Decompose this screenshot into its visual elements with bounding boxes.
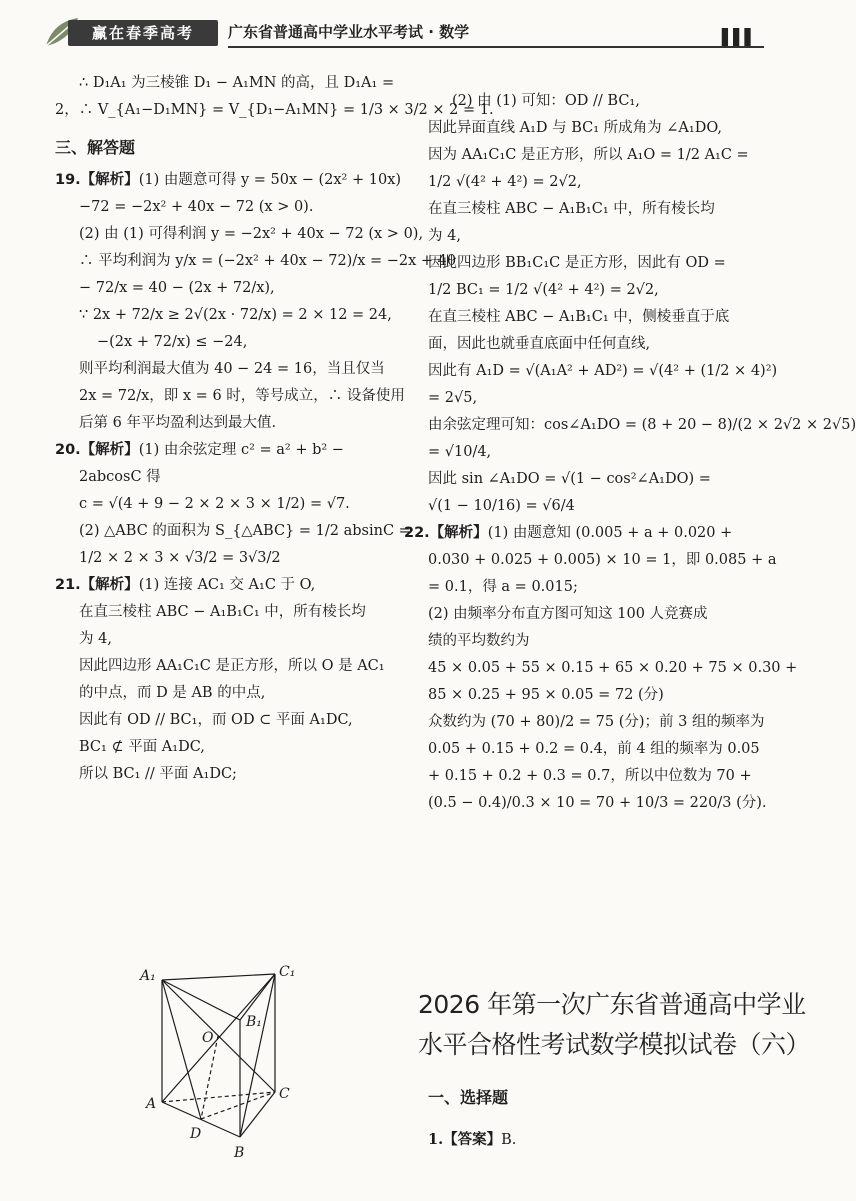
label-a1: A₁ bbox=[140, 968, 156, 984]
text-line: 在直三棱柱 ABC − A₁B₁C₁ 中，侧棱垂直于底 bbox=[428, 309, 730, 325]
seg-a1-d bbox=[162, 980, 201, 1119]
label-c: C bbox=[279, 1086, 290, 1102]
edge-a1-b1 bbox=[162, 980, 240, 1020]
text-line: (2) 由频率分布直方图可知这 100 人竞赛成 bbox=[428, 606, 708, 622]
q1-line bbox=[428, 1128, 516, 1149]
text-line: 为 4, bbox=[428, 228, 461, 244]
text-line: ∴ D₁A₁ 为三棱锥 D₁ − A₁MN 的高，且 D₁A₁ = bbox=[79, 75, 395, 91]
page-header bbox=[0, 0, 800, 60]
text-line: c = √(4 + 9 − 2 × 2 × 3 × 1/2) = √7. bbox=[79, 496, 350, 512]
text-line: √(1 − 10/16) = √6/4 bbox=[428, 498, 575, 514]
header-rule bbox=[228, 46, 764, 48]
diag-b-c1 bbox=[240, 974, 275, 1137]
text-line: 则平均利润最大值为 40 − 24 = 16，当且仅当 bbox=[79, 361, 385, 377]
q19-line bbox=[55, 167, 400, 194]
text-line: 众数约为 (70 + 80)/2 = 75 (分)；前 3 组的频率为 bbox=[428, 714, 765, 730]
exam-title-line2: 水平合格性考试数学模拟试卷（六） bbox=[418, 1030, 811, 1059]
header-title: 广东省普通高中学业水平考试 · 数学 bbox=[228, 23, 470, 41]
text-line: ∴ 平均利润为 y/x = (−2x² + 40x − 72)/x = −2x + 40 bbox=[79, 253, 457, 269]
text-line: 为 4, bbox=[79, 631, 112, 647]
text-line: 1/2 × 2 × 3 × √3/2 = 3√3/2 bbox=[79, 550, 281, 566]
section-heading: 一、选择题 bbox=[428, 1088, 509, 1107]
text-line: 绩的平均数约为 bbox=[428, 633, 530, 649]
text-line: 在直三棱柱 ABC − A₁B₁C₁ 中，所有棱长均 bbox=[428, 201, 715, 217]
q21-line bbox=[55, 572, 400, 599]
text-line: 45 × 0.05 + 55 × 0.15 + 65 × 0.20 + 75 × 0.30 + bbox=[428, 660, 798, 676]
text-line: 0.030 + 0.025 + 0.005) × 10 = 1，即 0.085 + a bbox=[428, 552, 777, 568]
label-o: O bbox=[202, 1030, 214, 1046]
text-line: (1) 由题意可得 y = 50x − (2x² + 10x) bbox=[138, 172, 402, 188]
q20-tag: 20.【解析】 bbox=[55, 442, 139, 458]
text-line: ∵ 2x + 72/x ≥ 2√(2x · 72/x) = 2 × 12 = 24, bbox=[79, 307, 392, 323]
text-line: 由余弦定理可知：cos∠A₁DO = (8 + 20 − 8)/(2 × 2√2 × 2√5) bbox=[428, 417, 856, 433]
text-line: − 72/x = 40 − (2x + 72/x), bbox=[79, 280, 275, 296]
text-line: −72 = −2x² + 40x − 72 (x > 0). bbox=[79, 199, 314, 215]
text-line: = 0.1，得 a = 0.015; bbox=[428, 579, 578, 595]
exam-title-line1: 2026 年第一次广东省普通高中学业 bbox=[418, 990, 806, 1019]
section-heading: 三、解答题 bbox=[55, 138, 136, 157]
text-line: 2，∴ V_{A₁−D₁MN} = V_{D₁−A₁MN} = 1/3 × 3/2 × 2 = 1. bbox=[55, 102, 494, 118]
text-line: 1/2 √(4² + 4²) = 2√2, bbox=[428, 174, 582, 190]
q22-tag: 22.【解析】 bbox=[404, 525, 488, 541]
text-line: 因此 sin ∠A₁DO = √(1 − cos²∠A₁DO) = bbox=[428, 471, 711, 487]
diag-a-c1 bbox=[162, 974, 275, 1102]
text-line: 因此异面直线 A₁D 与 BC₁ 所成角为 ∠A₁DO, bbox=[428, 120, 722, 136]
header-ticks-icon: ▌▌▌ bbox=[722, 28, 756, 47]
text-line: 1/2 BC₁ = 1/2 √(4² + 4²) = 2√2, bbox=[428, 282, 659, 298]
text-line: (1) 由余弦定理 c² = a² + b² − bbox=[138, 442, 344, 458]
text-line: (1) 由题意知 (0.005 + a + 0.020 + bbox=[487, 525, 733, 541]
text-line: (0.5 − 0.4)/0.3 × 10 = 70 + 10/3 = 220/3 (分). bbox=[428, 795, 767, 811]
text-line: 2abcosC 得 bbox=[79, 469, 161, 485]
label-c1: C₁ bbox=[279, 964, 296, 980]
label-b: B bbox=[234, 1145, 245, 1161]
q1-answer: B. bbox=[501, 1132, 517, 1148]
label-d: D bbox=[190, 1126, 202, 1142]
text-line: 2x = 72/x，即 x = 6 时，等号成立，∴ 设备使用 bbox=[79, 388, 405, 404]
text-line: 因为 AA₁C₁C 是正方形，所以 A₁O = 1/2 A₁C = bbox=[428, 147, 749, 163]
exam-title bbox=[418, 985, 811, 1065]
prism-diagram bbox=[140, 962, 310, 1162]
text-line: (2) 由 (1) 可得利润 y = −2x² + 40x − 72 (x > 0), bbox=[79, 226, 424, 242]
q19-tag: 19.【解析】 bbox=[55, 172, 139, 188]
text-line: 的中点，而 D 是 AB 的中点, bbox=[79, 685, 266, 701]
text-line: 85 × 0.25 + 95 × 0.05 = 72 (分) bbox=[428, 687, 664, 703]
text-line: 因此有 A₁D = √(A₁A² + AD²) = √(4² + (1/2 × 4)²) bbox=[428, 363, 778, 379]
text-line: (2) 由 (1) 可知：OD // BC₁, bbox=[452, 93, 640, 109]
text-line: (2) △ABC 的面积为 S_{△ABC} = 1/2 absinC = bbox=[79, 523, 411, 539]
q20-line bbox=[55, 437, 400, 464]
edge-a1-c1 bbox=[162, 974, 275, 980]
text-line: 后第 6 年平均盈利达到最大值. bbox=[79, 415, 277, 431]
q1-number: 1. bbox=[428, 1131, 444, 1148]
text-line: 面，因此也就垂直底面中任何直线, bbox=[428, 336, 651, 352]
text-line: −(2x + 72/x) ≤ −24, bbox=[97, 334, 248, 350]
q21-tag: 21.【解析】 bbox=[55, 577, 139, 593]
text-line: 因此四边形 AA₁C₁C 是正方形，所以 O 是 AC₁ bbox=[79, 658, 385, 674]
right-column bbox=[404, 88, 856, 817]
q1-tag: 【答案】 bbox=[443, 1132, 502, 1148]
q22-line bbox=[404, 520, 773, 547]
text-line: 因此有 OD // BC₁，而 OD ⊂ 平面 A₁DC, bbox=[79, 712, 353, 728]
text-line: = √10/4, bbox=[428, 444, 492, 460]
text-line: 因此四边形 BB₁C₁C 是正方形，因此有 OD = bbox=[428, 255, 726, 271]
edge-a-c bbox=[162, 1092, 275, 1102]
label-a: A bbox=[146, 1096, 157, 1112]
label-b1: B₁ bbox=[246, 1014, 262, 1030]
text-line: 在直三棱柱 ABC − A₁B₁C₁ 中，所有棱长均 bbox=[79, 604, 366, 620]
text-line: + 0.15 + 0.2 + 0.3 = 0.7，所以中位数为 70 + bbox=[428, 768, 752, 784]
header-logo-text: 赢在春季高考 bbox=[68, 20, 218, 46]
text-line: = 2√5, bbox=[428, 390, 478, 406]
text-line: BC₁ ⊄ 平面 A₁DC, bbox=[79, 739, 205, 755]
text-line: 0.05 + 0.15 + 0.2 = 0.4，前 4 组的频率为 0.05 bbox=[428, 741, 760, 757]
text-line: (1) 连接 AC₁ 交 A₁C 于 O, bbox=[138, 577, 316, 593]
text-line: 所以 BC₁ // 平面 A₁DC; bbox=[79, 766, 237, 782]
